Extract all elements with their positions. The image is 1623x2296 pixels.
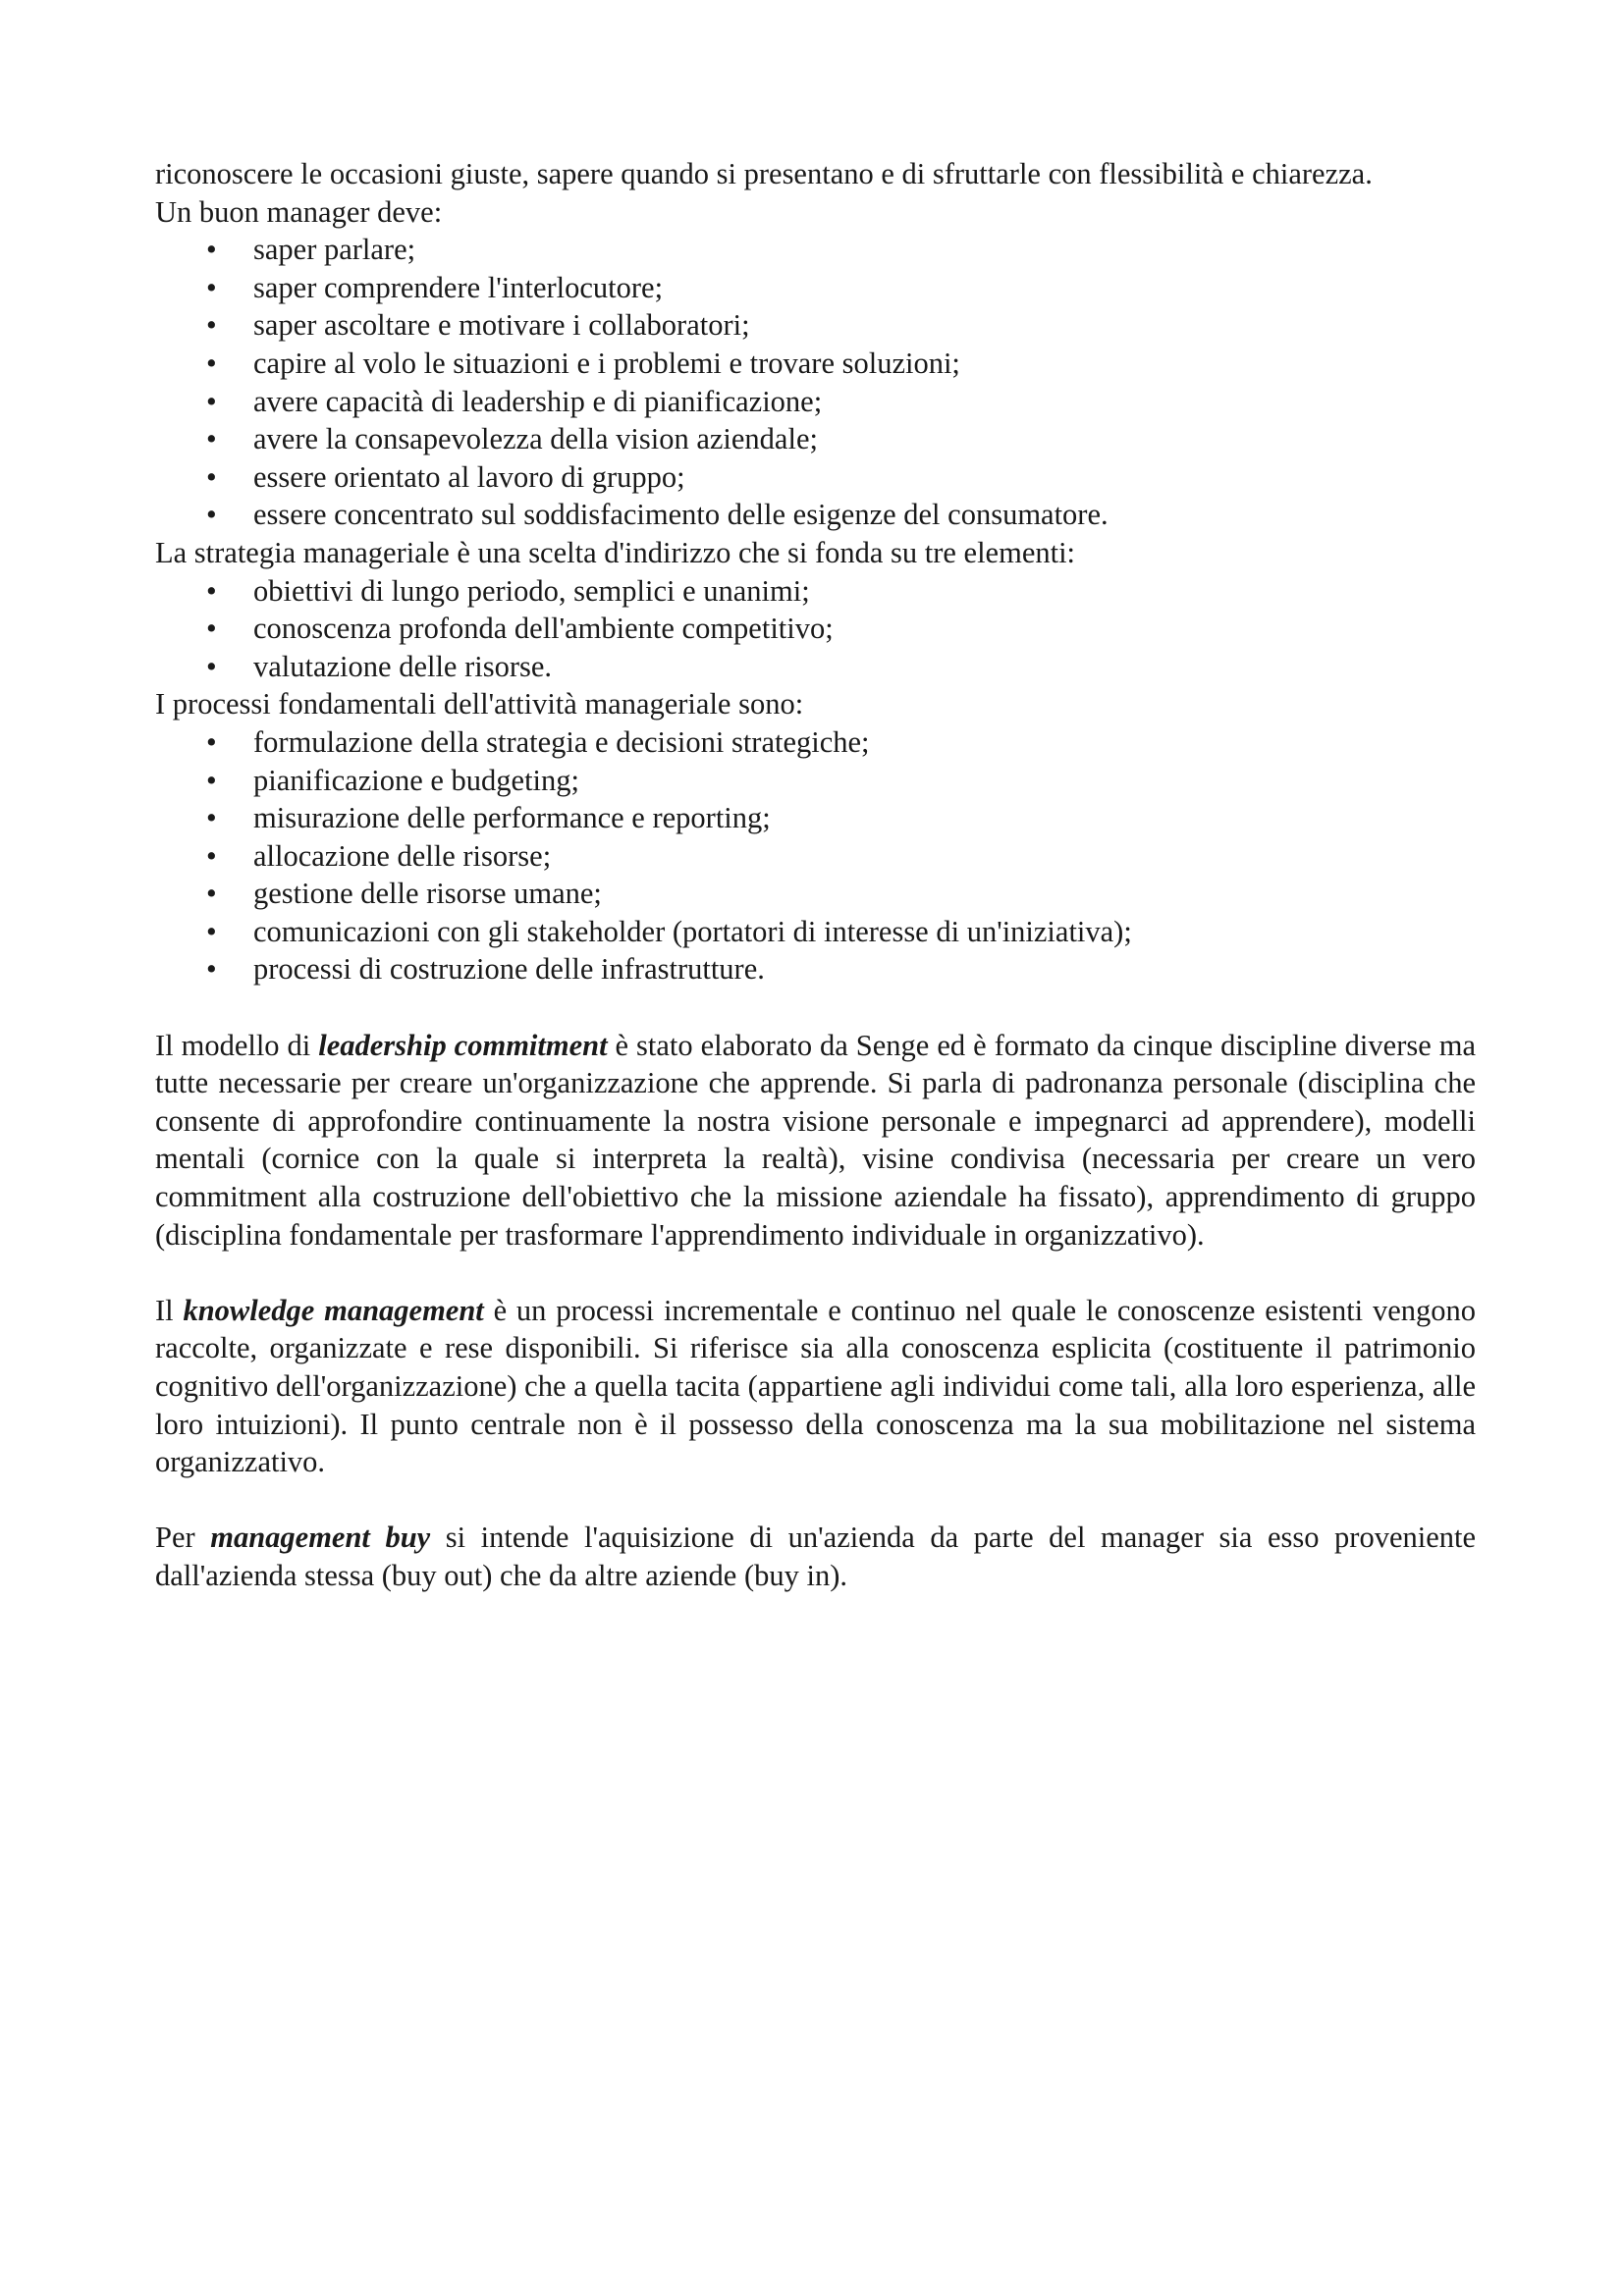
leadership-paragraph: [155, 1027, 1476, 1255]
bullet-icon: •: [206, 838, 217, 873]
manager-list: [155, 231, 1476, 534]
bullet-icon: •: [206, 952, 217, 987]
list-item-text: avere capacità di leadership e di pianificazione;: [253, 384, 823, 418]
list-item: [155, 269, 1476, 307]
list-item: [155, 762, 1476, 800]
list-item-text: capire al volo le situazioni e i problemi e trovare soluzioni;: [253, 346, 960, 380]
list-item: [155, 950, 1476, 988]
bullet-icon: •: [206, 763, 217, 797]
list-item-text: formulazione della strategia e decisioni strategiche;: [253, 724, 870, 759]
bullet-icon: •: [206, 459, 217, 494]
knowledge-term: knowledge management: [183, 1293, 484, 1327]
list-item-text: allocazione delle risorse;: [253, 838, 552, 873]
list-item-text: obiettivi di lungo periodo, semplici e unanimi;: [253, 573, 810, 608]
list-item: [155, 306, 1476, 345]
list-item: [155, 496, 1476, 534]
bullet-icon: •: [206, 724, 217, 759]
list-item-text: pianificazione e budgeting;: [253, 763, 579, 797]
bullet-icon: •: [206, 914, 217, 948]
paragraph-spacer: [155, 988, 1476, 1027]
list-item-text: processi di costruzione delle infrastrutture.: [253, 952, 765, 987]
list-item: [155, 837, 1476, 876]
list-item-text: saper comprendere l'interlocutore;: [253, 270, 664, 304]
bullet-icon: •: [206, 308, 217, 343]
list-item: [155, 610, 1476, 648]
list-item-text: valutazione delle risorse.: [253, 649, 553, 683]
leadership-lead-text: Il modello di: [155, 1028, 319, 1062]
list-item: [155, 723, 1476, 762]
list-item-text: essere orientato al lavoro di gruppo;: [253, 459, 685, 494]
list-item: [155, 572, 1476, 611]
list-item: [155, 648, 1476, 686]
intro-paragraph: riconoscere le occasioni giuste, sapere quando si presentano e di sfruttarle con flessibilità e chiarezza.: [155, 157, 1373, 190]
knowledge-lead-text: Il: [155, 1293, 184, 1327]
list-item: [155, 231, 1476, 269]
strategy-heading: La strategia manageriale è una scelta d'indirizzo che si fonda su tre elementi:: [155, 535, 1076, 569]
paragraph-spacer: [155, 1481, 1476, 1520]
list-item-text: essere concentrato sul soddisfacimento delle esigenze del consumatore.: [253, 498, 1109, 532]
buy-paragraph: [155, 1519, 1476, 1594]
list-item-text: saper ascoltare e motivare i collaboratori;: [253, 308, 750, 343]
list-item-text: gestione delle risorse umane;: [253, 877, 602, 911]
leadership-body-text: è stato elaborato da Senge ed è formato da cinque discipline diverse ma tutte necessarie per creare un'organizzazione che apprende. Si parla di padronanza personale (disciplina che consente di approfondire continuamente la nostra visione personale e impegnarci ad apprendere), modelli mentali (cornice con la quale si interpreta la realtà), visine condivisa (necessaria per creare un vero commitment alla costruzione dell'obiettivo che la missione aziendale ha fissato), apprendimento di gruppo (disciplina fondamentale per trasformare l'apprendimento individuale in organizzativo).: [155, 1028, 1476, 1252]
list-item: [155, 458, 1476, 497]
list-item: [155, 345, 1476, 383]
list-item-text: conoscenza profonda dell'ambiente competitivo;: [253, 612, 834, 646]
buy-body-text: si intende l'aquisizione di un'azienda da parte del manager sia esso proveniente dall'azienda stessa (buy out) che da altre aziende (buy in).: [155, 1521, 1477, 1592]
bullet-icon: •: [206, 877, 217, 911]
bullet-icon: •: [206, 384, 217, 418]
bullet-icon: •: [206, 270, 217, 304]
list-item: [155, 799, 1476, 837]
list-item: [155, 875, 1476, 913]
process-heading: I processi fondamentali dell'attività manageriale sono:: [155, 687, 804, 721]
list-item: [155, 383, 1476, 421]
list-item-text: avere la consapevolezza della vision aziendale;: [253, 422, 818, 456]
leadership-term: leadership commitment: [318, 1028, 608, 1062]
bullet-icon: •: [206, 649, 217, 683]
bullet-icon: •: [206, 346, 217, 380]
knowledge-body-text: è un processi incrementale e continuo nel quale le conoscenze esistenti vengono raccolte, organizzate e rese disponibili. Si riferisce sia alla conoscenza esplicita (costituente il patrimonio cognitivo dell'organizzazione) che a quella tacita (appartiene agli individui come tali, alla loro esperienza, alle loro intuizioni). Il punto centrale non è il possesso della conoscenza ma la sua mobilitazione nel sistema organizzativo.: [155, 1293, 1476, 1479]
list-item-text: saper parlare;: [253, 233, 416, 267]
strategy-list: [155, 572, 1476, 686]
bullet-icon: •: [206, 573, 217, 608]
process-list: [155, 723, 1476, 988]
document-page: [155, 155, 1476, 1595]
buy-lead-text: Per: [155, 1521, 211, 1555]
list-item-text: misurazione delle performance e reporting;: [253, 801, 771, 835]
bullet-icon: •: [206, 498, 217, 532]
list-item: [155, 420, 1476, 458]
buy-term: management buy: [210, 1521, 431, 1555]
bullet-icon: •: [206, 612, 217, 646]
knowledge-paragraph: [155, 1292, 1476, 1481]
bullet-icon: •: [206, 422, 217, 456]
list-item: [155, 913, 1476, 951]
bullet-icon: •: [206, 801, 217, 835]
paragraph-spacer: [155, 1254, 1476, 1292]
bullet-icon: •: [206, 233, 217, 267]
manager-heading: Un buon manager deve:: [155, 194, 443, 229]
list-item-text: comunicazioni con gli stakeholder (portatori di interesse di un'iniziativa);: [253, 914, 1132, 948]
